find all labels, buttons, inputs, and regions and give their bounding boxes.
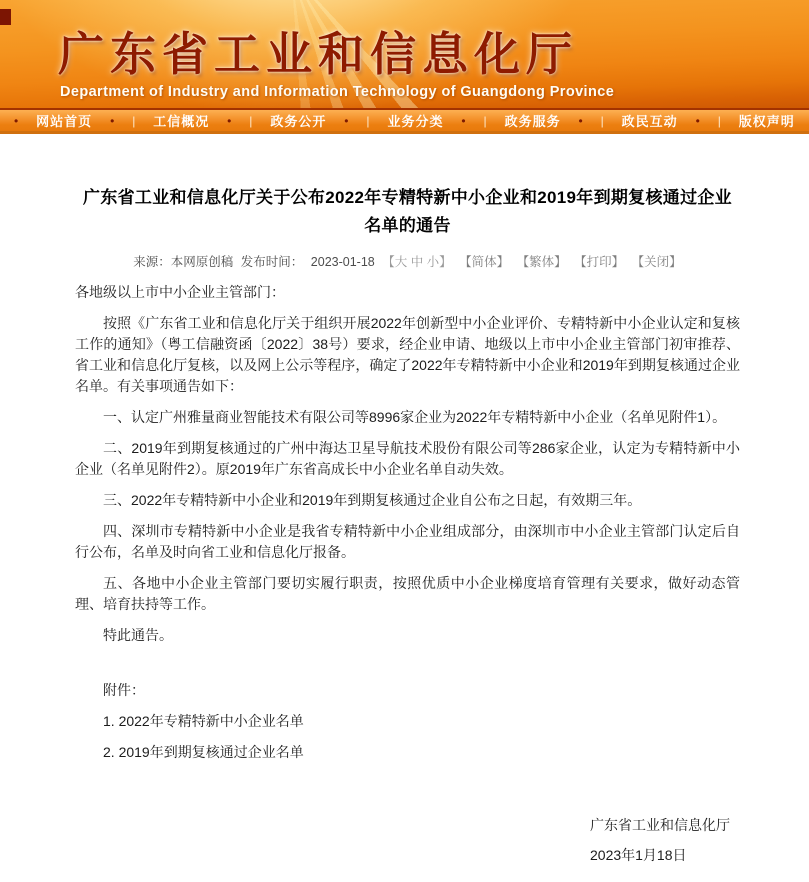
nav-separator: | bbox=[483, 113, 487, 128]
article-meta bbox=[75, 252, 740, 270]
simplified-button[interactable]: 【简体】 bbox=[459, 255, 510, 269]
site-header bbox=[0, 0, 809, 108]
source-label: 来源：本网原创稿 bbox=[133, 255, 234, 269]
nav-separator: | bbox=[249, 113, 253, 128]
publish-date: 2023-01-18 bbox=[310, 255, 375, 269]
site-title: 广东省工业和信息化厅 bbox=[58, 28, 578, 80]
nav-separator: | bbox=[132, 113, 136, 128]
signature-org: 广东省工业和信息化厅 bbox=[590, 817, 730, 833]
nav-bullet-icon: • bbox=[227, 113, 232, 128]
article bbox=[0, 134, 809, 866]
paragraph: 按照《广东省工业和信息化厅关于组织开展2022年创新型中小企业评价、专精特新中小企业认定和复核工作的通知》（粤工信融资函〔2022〕38号）要求，经企业申请、地级以上市中小企业主管部门初审推荐、省工业和信息化厅复核，以及网上公示等程序，确定了2022年专精特新中小企业和2019年到期复核通过企业名单。有关事项通告如下： bbox=[75, 315, 740, 394]
nav-item-copyright[interactable]: 版权声明 bbox=[738, 114, 795, 129]
nav-item-business-categories[interactable]: 业务分类 bbox=[387, 114, 444, 129]
nav-bullet-icon: • bbox=[14, 113, 19, 128]
article-body bbox=[75, 282, 740, 866]
nav-item-home[interactable]: 网站首页 bbox=[36, 114, 93, 129]
signature-block bbox=[590, 815, 740, 866]
font-size-control[interactable]: 【大 中 小】 bbox=[382, 255, 452, 269]
nav-bullet-icon: • bbox=[461, 113, 466, 128]
attachment-link-1[interactable]: 1. 2022年专精特新中小企业名单 bbox=[103, 713, 304, 729]
traditional-button[interactable]: 【繁体】 bbox=[516, 255, 567, 269]
paragraph: 二、2019年到期复核通过的广州中海达卫星导航技术股份有限公司等286家企业，认定为专精特新中小企业（名单见附件2）。原2019年广东省高成长中小企业名单自动失效。 bbox=[75, 440, 740, 477]
salutation: 各地级以上市中小企业主管部门： bbox=[75, 284, 285, 300]
publish-time-label: 发布时间： bbox=[240, 255, 304, 269]
closing-line: 特此通告。 bbox=[103, 627, 173, 643]
paragraph: 三、2022年专精特新中小企业和2019年到期复核通过企业自公布之日起，有效期三年。 bbox=[103, 492, 642, 508]
nav-separator: | bbox=[600, 113, 604, 128]
nav-item-gov-services[interactable]: 政务服务 bbox=[504, 114, 561, 129]
nav-item-overview[interactable]: 工信概况 bbox=[153, 114, 210, 129]
nav-separator: | bbox=[366, 113, 370, 128]
site-subtitle: Department of Industry and Information Technology of Guangdong Province bbox=[60, 84, 615, 100]
nav-item-interaction[interactable]: 政民互动 bbox=[621, 114, 678, 129]
nav-bullet-icon: • bbox=[695, 113, 700, 128]
nav-bullet-icon: • bbox=[110, 113, 115, 128]
attachment-link-2[interactable]: 2. 2019年到期复核通过企业名单 bbox=[103, 744, 304, 760]
nav-bullet-icon: • bbox=[578, 113, 583, 128]
nav-item-gov-disclosure[interactable]: 政务公开 bbox=[270, 114, 327, 129]
nav-separator: | bbox=[717, 113, 721, 128]
article-title: 广东省工业和信息化厅关于公布2022年专精特新中小企业和2019年到期复核通过企业名单的通告 bbox=[83, 188, 732, 235]
paragraph: 一、认定广州雅量商业智能技术有限公司等8996家企业为2022年专精特新中小企业（名单见附件1）。 bbox=[103, 409, 727, 425]
attachments-section bbox=[75, 680, 740, 763]
main-nav bbox=[0, 108, 809, 134]
signature-date: 2023年1月18日 bbox=[590, 847, 687, 863]
corner-mark bbox=[0, 9, 11, 25]
attachments-label: 附件： bbox=[103, 682, 145, 698]
close-button[interactable]: 【关闭】 bbox=[631, 255, 682, 269]
paragraph: 四、深圳市专精特新中小企业是我省专精特新中小企业组成部分，由深圳市中小企业主管部门认定后自行公布，名单及时向省工业和信息化厅报备。 bbox=[75, 523, 740, 560]
print-button[interactable]: 【打印】 bbox=[574, 255, 625, 269]
nav-bullet-icon: • bbox=[344, 113, 349, 128]
paragraph: 五、各地中小企业主管部门要切实履行职责，按照优质中小企业梯度培育管理有关要求，做好动态管理、培育扶持等工作。 bbox=[75, 575, 740, 612]
